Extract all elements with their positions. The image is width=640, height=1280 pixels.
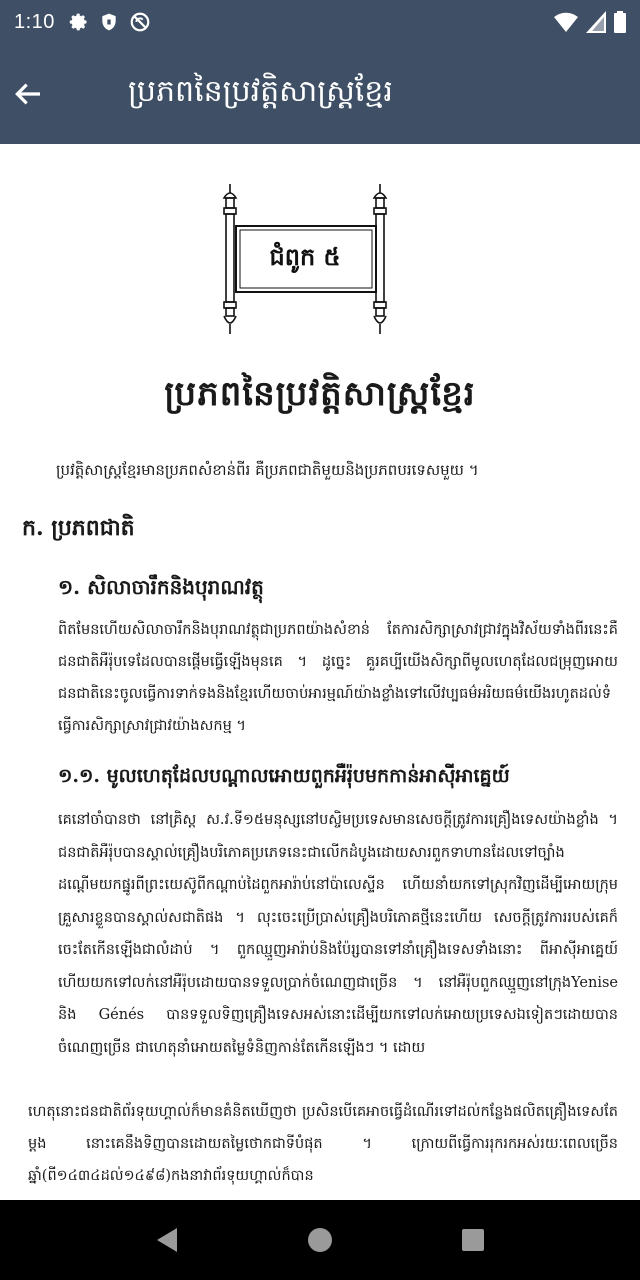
chapter-label: ជំពូក ៥ xyxy=(269,242,341,271)
status-bar xyxy=(0,0,640,44)
status-icons-left xyxy=(69,11,151,33)
system-nav-bar xyxy=(0,1200,640,1280)
status-icons-right xyxy=(554,11,626,33)
subsection-heading-european-causes: ១.១. មូលហេតុដែលបណ្ដាលអោយពួកអឺរ៉ុបមកកាន់អាស៊ីអាគ្នេយ៍ xyxy=(58,765,510,787)
subsection-heading-inscriptions: ១. សិលាចារឹកនិងបុរាណវត្ថុ xyxy=(58,575,264,599)
shield-icon xyxy=(99,12,119,32)
app-bar-title: ប្រភពនៃប្រវត្តិសាស្ត្រខ្មែរ xyxy=(128,74,393,109)
paragraph-portuguese: ហេតុនោះជនជាតិព័រទុយហ្គាល់ក៏មានគំនិតឃើញថា ប្រសិនបើគេអាចធ្វើដំណើរទៅដល់កន្លែងផលិតគ្រឿងទេសតែម្ដង នោះគេនឹងទិញបានដោយតម្លៃថោកជាទីបំផុត ។ ក្រោយពីធ្វើការរុករកអស់រយៈពេលច្រើនឆ្នាំ(ពី១៤៣៤ដល់១៤៩៨)កងនាវាព័រទុយហ្គាល់ក៏បាន xyxy=(28,1104,618,1184)
settings-icon xyxy=(69,12,89,32)
nav-recents-button[interactable] xyxy=(453,1220,493,1260)
signal-icon xyxy=(586,11,606,33)
nav-back-button[interactable] xyxy=(147,1220,187,1260)
document-view[interactable] xyxy=(0,144,640,1200)
arrow-back-icon xyxy=(12,78,44,110)
no-sync-icon xyxy=(129,11,151,33)
back-triangle-icon xyxy=(155,1227,179,1253)
intro-paragraph: ប្រវត្តិសាស្ត្រខ្មែរមានប្រភពសំខាន់ពីរ គឺប្រភពជាតិមួយនិងប្រភពបរទេសមួយ ។ xyxy=(56,461,479,479)
section-heading-national-sources: ក. ប្រភពជាតិ xyxy=(22,515,135,541)
battery-icon xyxy=(614,11,626,33)
back-button[interactable] xyxy=(0,66,56,122)
app-bar xyxy=(0,44,640,144)
home-circle-icon xyxy=(307,1227,333,1253)
recents-square-icon xyxy=(461,1228,485,1252)
wifi-icon xyxy=(554,11,578,33)
paragraph-inscriptions: ពិតមែនហើយសិលាចារឹកនិងបុរាណវត្ថុជាប្រភពយ៉ាងសំខាន់ តែការសិក្សាស្រាវជ្រាវក្នុងវិស័យទាំងពីរនេះគឺជនជាតិអឺរ៉ុបទេដែលបានផ្ដើមធ្វើឡើងមុនគេ ។ ដូច្នេះ គួរគប្បីយើងសិក្សាពីមូលហេតុដែលជម្រុញអោយជនជាតិនេះចូលធ្វើការទាក់ទងនិងខ្មែរហើយចាប់អារម្មណ៍យ៉ាងខ្លាំងទៅលើវប្បធម៌អរិយធម៌យើងរហូតដល់ទំធ្វើការសិក្សាស្រាវជ្រាវយ៉ាងសកម្ម ។ xyxy=(58,622,618,734)
status-time: 1:10 xyxy=(14,10,55,33)
chapter-scroll-ornament xyxy=(218,182,392,334)
paragraph-spice-trade: គេនៅចាំបានថា នៅគ្រិស្ត ស.វ.ទី១៥មនុស្សនៅបស្ចិមប្រទេសមានសេចក្ដីត្រូវការគ្រឿងទេសយ៉ាងខ្លាំង ។ ជនជាតិអឺរ៉ុបបានស្គាល់គ្រឿងបរិភោគប្រភេទនេះជាលើកដំបូងដោយសារពួកទាហានដែលទៅច្បាំងដណ្ដើមយកផ្នូរពីព្រះយេស៊ូពីកណ្ដាប់ដៃពួកអារ៉ាប់នៅប៉ាលេស្ទីន ហើយនាំយកទៅស្រុកវិញដើម្បីអោយក្រុមគ្រួសារខ្លួនបានស្គាល់សជាតិផង ។ លុះចេះប្រើប្រាស់គ្រឿងបរិភោគថ្មីនេះហើយ សេចក្ដីត្រូវការរបស់គេក៏ចេះតែកើនឡើងជាលំដាប់ ។ ពួកឈ្មួញអារ៉ាប់និងប៉ែរ្សបានទៅនាំគ្រឿងទេសទាំងនោះ ពីអាស៊ីអាគ្នេយ៍ហើយយកទៅលក់នៅអឺរ៉ុបដោយបានទទួលប្រាក់ចំណេញជាច្រើន ។ នៅអឺរ៉ុបពួកឈ្មួញនៅក្រុងYenise និង Génés បានទទួលទិញគ្រឿងទេសអស់នោះដើម្បីយកទៅលក់អោយប្រទេសឯទៀតៗដោយបានចំណេញច្រើន ជាហេតុនាំអោយតម្លៃទំនិញកាន់តែកើនឡើងៗ ។ ដោយ xyxy=(58,812,618,1056)
nav-home-button[interactable] xyxy=(300,1220,340,1260)
document-title: ប្រភពនៃប្រវត្តិសាស្ត្រខ្មែរ xyxy=(164,374,476,414)
